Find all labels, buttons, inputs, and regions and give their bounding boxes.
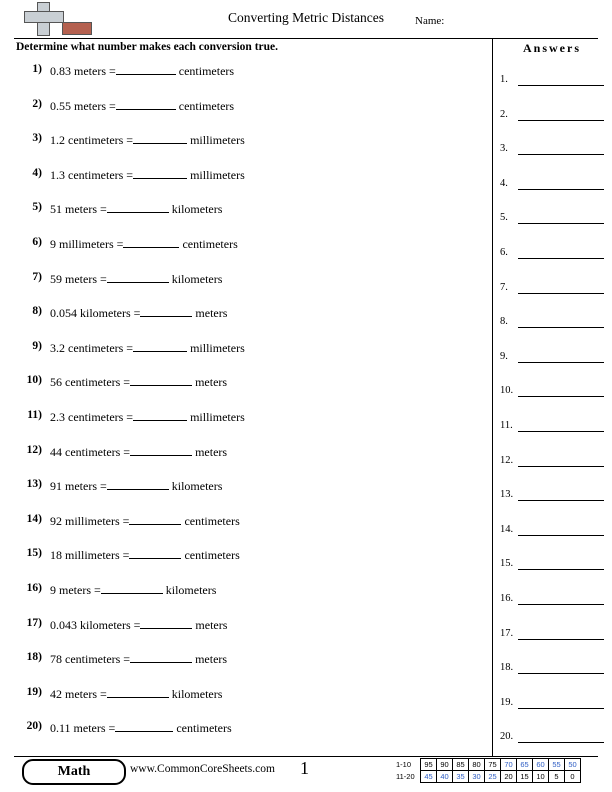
answer-row — [500, 174, 608, 209]
score-cell: 60 — [533, 759, 549, 771]
score-cell: 20 — [501, 771, 517, 783]
answer-row — [500, 589, 608, 624]
problem-number: 10) — [26, 374, 42, 387]
answer-row — [500, 485, 608, 520]
answer-blank[interactable] — [518, 327, 604, 328]
answers-heading: Answers — [523, 41, 581, 55]
answer-number: 15. — [500, 558, 514, 570]
problem-row — [16, 164, 484, 199]
score-cell: 35 — [453, 771, 469, 783]
header-divider — [14, 38, 598, 39]
answer-number: 13. — [500, 489, 514, 501]
answer-blank[interactable] — [518, 362, 604, 363]
problem-number: 7) — [32, 270, 42, 283]
problem-text: 9 millimeters = centimeters — [50, 236, 238, 251]
problem-text: 0.55 meters = centimeters — [50, 98, 235, 113]
problem-text: 56 centimeters = meters — [50, 375, 228, 390]
problem-row — [16, 268, 484, 303]
answer-blank[interactable] — [518, 604, 604, 605]
score-cell: 10 — [533, 771, 549, 783]
problem-text: 0.054 kilometers = meters — [50, 306, 228, 321]
problem-number: 2) — [32, 97, 42, 110]
answer-number: 3. — [500, 143, 508, 155]
instructions-text: Determine what number makes each conversion true. — [16, 41, 279, 53]
score-cell: 85 — [453, 759, 469, 771]
answer-blank[interactable] — [518, 120, 604, 121]
score-cell: 40 — [437, 771, 453, 783]
problem-row — [16, 302, 484, 337]
answer-number: 11. — [500, 419, 513, 431]
problem-text: 92 millimeters = centimeters — [50, 513, 240, 528]
answer-number: 20. — [500, 731, 514, 743]
answer-row — [500, 381, 608, 416]
answer-number: 1. — [500, 74, 508, 85]
problem-row — [16, 475, 484, 510]
answer-blank[interactable] — [518, 189, 604, 190]
answer-blank[interactable] — [518, 742, 604, 743]
answer-row — [500, 624, 608, 659]
answer-number: 18. — [500, 662, 514, 674]
answer-number: 8. — [500, 316, 508, 328]
page-title: Converting Metric Distances — [228, 10, 384, 25]
answer-blank[interactable] — [518, 258, 604, 259]
answer-blank[interactable] — [518, 431, 604, 432]
answer-number: 16. — [500, 592, 514, 604]
answer-number: 9. — [500, 350, 508, 362]
answer-blank[interactable] — [518, 500, 604, 501]
answer-blank[interactable] — [518, 85, 604, 86]
problem-row — [16, 717, 484, 752]
score-cell: 90 — [437, 759, 453, 771]
score-cell: 25 — [485, 771, 501, 783]
score-table — [396, 758, 581, 783]
name-field-label: Name: — [415, 15, 445, 27]
problem-number: 14) — [26, 512, 42, 525]
score-cell: 15 — [517, 771, 533, 783]
score-row-1 — [396, 759, 581, 771]
answer-blank[interactable] — [518, 708, 604, 709]
problem-number: 8) — [32, 305, 42, 318]
answers-divider — [492, 38, 493, 756]
answer-blank[interactable] — [518, 466, 604, 467]
problem-number: 11) — [27, 408, 42, 421]
answer-row — [500, 693, 608, 728]
problem-row — [16, 95, 484, 130]
answer-blank[interactable] — [518, 154, 604, 155]
problem-text: 1.3 centimeters = millimeters — [50, 167, 245, 182]
problem-number: 3) — [32, 132, 42, 145]
problem-number: 13) — [26, 478, 42, 491]
score-cell: 45 — [421, 771, 437, 783]
problem-text: 59 meters = kilometers — [50, 271, 223, 286]
problem-text: 0.11 meters = centimeters — [50, 721, 232, 736]
page-number: 1 — [300, 758, 309, 778]
answer-blank[interactable] — [518, 223, 604, 224]
problem-row — [16, 579, 484, 614]
problem-row — [16, 510, 484, 545]
answer-row — [500, 312, 608, 347]
problem-text: 44 centimeters = meters — [50, 444, 228, 459]
problem-row — [16, 60, 484, 95]
problem-row — [16, 233, 484, 268]
answer-row — [500, 416, 608, 451]
answer-blank[interactable] — [518, 396, 604, 397]
answer-row — [500, 105, 608, 140]
problem-number: 1) — [32, 63, 42, 75]
answer-blank[interactable] — [518, 535, 604, 536]
problem-number: 4) — [32, 166, 42, 179]
problem-number: 5) — [32, 201, 42, 214]
problem-row — [16, 371, 484, 406]
answer-number: 6. — [500, 246, 508, 258]
problem-number: 9) — [32, 339, 42, 352]
problem-row — [16, 198, 484, 233]
problem-text: 42 meters = kilometers — [50, 686, 223, 701]
problem-text: 3.2 centimeters = millimeters — [50, 340, 245, 355]
score-cell: 30 — [469, 771, 485, 783]
answer-row — [500, 658, 608, 693]
answer-row — [500, 347, 608, 382]
score-range-label: 11-20 — [396, 772, 415, 781]
problem-text: 51 meters = kilometers — [50, 202, 223, 217]
score-row-2 — [396, 771, 581, 783]
problem-row — [16, 129, 484, 164]
problem-row — [16, 648, 484, 683]
problem-text: 0.043 kilometers = meters — [50, 617, 228, 632]
answer-number: 14. — [500, 523, 514, 535]
problem-number: 18) — [26, 651, 42, 664]
answer-blank[interactable] — [518, 673, 604, 674]
score-cell: 65 — [517, 759, 533, 771]
score-cell: 55 — [549, 759, 565, 771]
answer-row — [500, 70, 608, 105]
problem-text: 18 millimeters = centimeters — [50, 548, 240, 563]
answer-number: 2. — [500, 108, 508, 120]
problem-number: 6) — [32, 235, 42, 248]
answer-blank[interactable] — [518, 569, 604, 570]
answer-blank[interactable] — [518, 293, 604, 294]
problem-row — [16, 614, 484, 649]
problem-row — [16, 683, 484, 718]
answer-number: 10. — [500, 385, 514, 397]
problem-number: 17) — [26, 616, 42, 629]
problem-row — [16, 337, 484, 372]
problem-text: 9 meters = kilometers — [50, 582, 217, 597]
problem-text: 0.83 meters = centimeters — [50, 64, 235, 78]
answer-row — [500, 278, 608, 313]
problem-row — [16, 406, 484, 441]
problem-text: 78 centimeters = meters — [50, 652, 228, 667]
problem-text: 91 meters = kilometers — [50, 479, 223, 494]
problem-list — [16, 60, 484, 752]
problem-row — [16, 544, 484, 579]
answer-row — [500, 520, 608, 555]
answer-number: 4. — [500, 177, 508, 189]
answer-number: 19. — [500, 696, 514, 708]
answer-number: 12. — [500, 454, 514, 466]
problem-number: 16) — [26, 581, 42, 594]
math-badge: Math — [22, 759, 126, 785]
problem-row — [16, 441, 484, 476]
score-cell: 70 — [501, 759, 517, 771]
answer-blank[interactable] — [518, 639, 604, 640]
page-header — [0, 0, 612, 40]
score-cell: 95 — [421, 759, 437, 771]
problem-number: 12) — [26, 443, 42, 456]
score-cell: 50 — [565, 759, 581, 771]
answer-row — [500, 727, 608, 762]
score-cell: 75 — [485, 759, 501, 771]
answer-row — [500, 243, 608, 278]
answer-row — [500, 554, 608, 589]
problem-text: 1.2 centimeters = millimeters — [50, 133, 245, 148]
answer-row — [500, 451, 608, 486]
answer-row — [500, 208, 608, 243]
answer-number: 17. — [500, 627, 514, 639]
problem-text: 2.3 centimeters = millimeters — [50, 409, 245, 424]
score-range-label: 1-10 — [396, 760, 412, 769]
problem-number: 20) — [26, 720, 42, 733]
answer-number: 5. — [500, 212, 508, 224]
website-url[interactable]: www.CommonCoreSheets.com — [130, 763, 275, 775]
score-cell: 80 — [469, 759, 485, 771]
answer-row — [500, 139, 608, 174]
score-cell: 0 — [565, 771, 581, 783]
answers-list — [500, 70, 608, 762]
answer-number: 7. — [500, 281, 508, 293]
problem-number: 15) — [26, 547, 42, 560]
score-cell: 5 — [549, 771, 565, 783]
problem-number: 19) — [26, 685, 42, 698]
